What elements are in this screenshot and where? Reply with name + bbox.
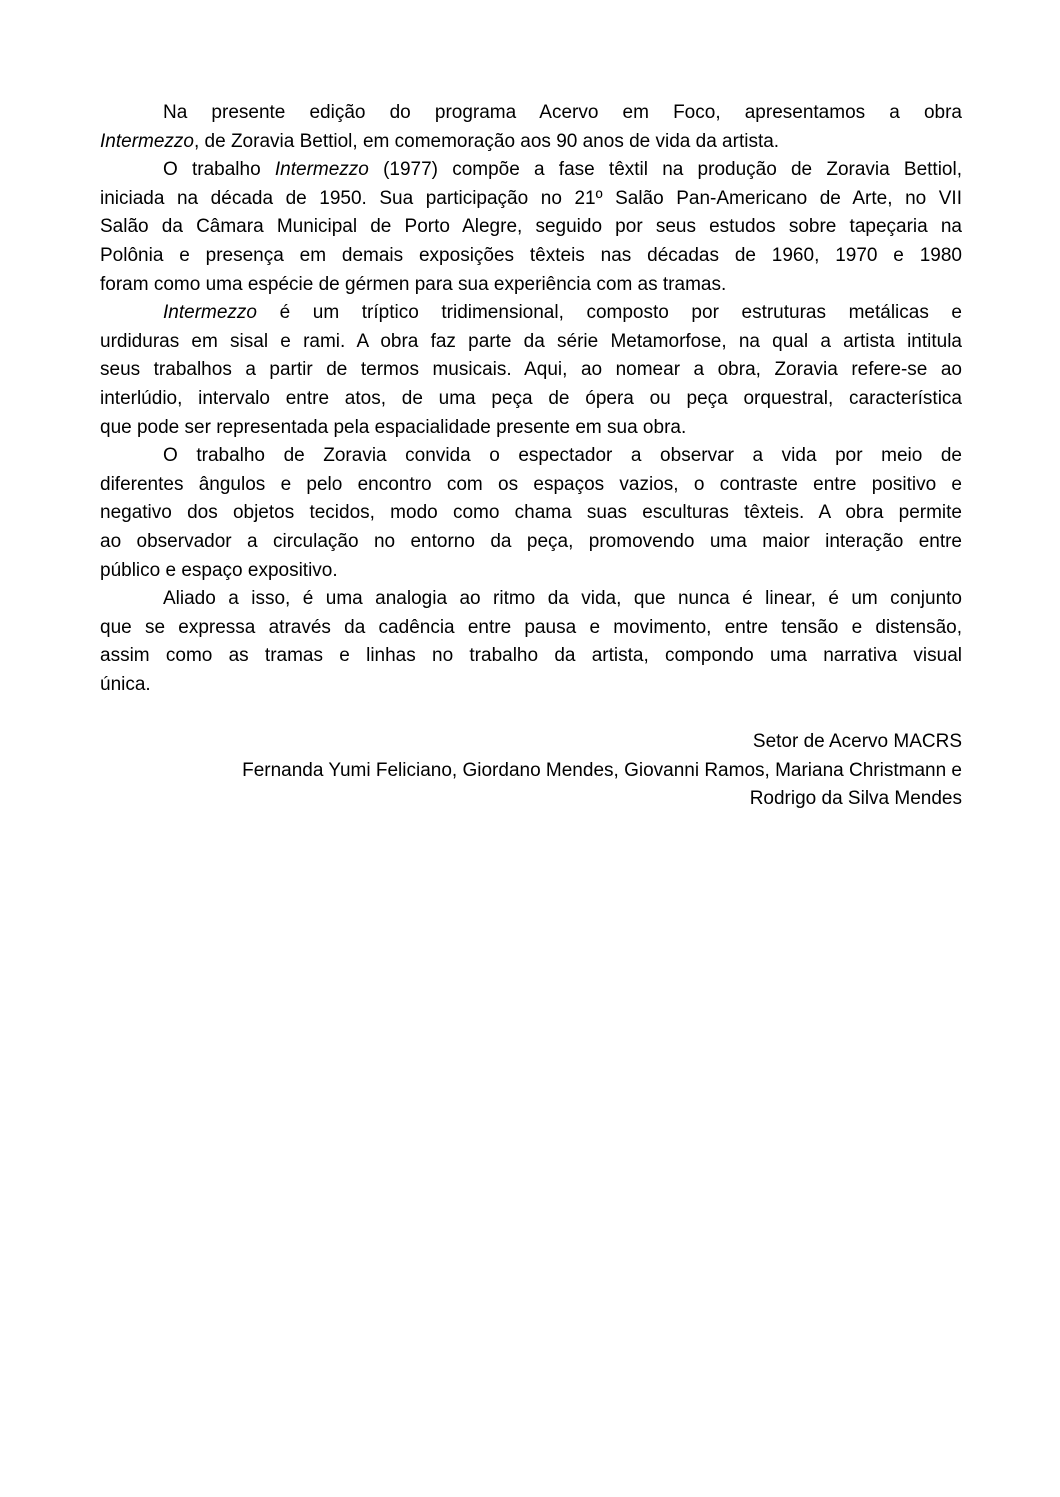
text-line xyxy=(100,356,962,385)
signature-line: Setor de Acervo MACRS xyxy=(752,731,962,753)
text-line xyxy=(100,442,962,471)
text-line xyxy=(100,414,962,443)
text-run: foram como uma espécie de gérmen para sua experiência com as tramas. xyxy=(100,273,727,295)
text-run: ao observador a circulação no entorno da peça, promovendo uma maior interação entre xyxy=(100,530,962,552)
text-line xyxy=(100,557,962,586)
paragraph xyxy=(100,99,962,156)
text-run: diferentes ângulos e pelo encontro com os espaços vazios, o contraste entre positivo e xyxy=(100,473,962,495)
text-run: Na presente edição do programa Acervo em Foco, apresentamos a obra xyxy=(163,102,962,123)
paragraph xyxy=(100,299,962,442)
text-run: O trabalho de Zoravia convida o espectador a observar a vida por meio de xyxy=(163,445,962,467)
text-line xyxy=(100,671,962,700)
text-line xyxy=(100,242,962,271)
text-run: que se expressa através da cadência entre pausa e movimento, entre tensão e distensão, xyxy=(100,616,962,638)
text-run: Salão da Câmara Municipal de Porto Alegre, seguido por seus estudos sobre tapeçaria na xyxy=(100,216,962,238)
text-line xyxy=(100,528,962,557)
text-line xyxy=(100,271,962,300)
text-line xyxy=(100,128,962,157)
text-line xyxy=(100,385,962,414)
text-run: Aliado a isso, é uma analogia ao ritmo da vida, que nunca é linear, é um conjunto xyxy=(163,588,962,610)
text-run: é um tríptico tridimensional, composto por estruturas metálicas e xyxy=(256,302,962,324)
paragraph xyxy=(100,156,962,299)
text-run: urdiduras em sisal e rami. A obra faz parte da série Metamorfose, na qual a artista intitula xyxy=(100,330,962,352)
signature-line: Rodrigo da Silva Mendes xyxy=(749,788,962,810)
text-run: negativo dos objetos tecidos, modo como chama suas esculturas têxteis. A obra permite xyxy=(100,502,962,524)
text-line xyxy=(100,185,962,214)
signature-block xyxy=(100,728,962,814)
italic-text-run: Intermezzo xyxy=(274,159,369,181)
italic-text-run: Intermezzo xyxy=(100,130,194,152)
text-line xyxy=(100,499,962,528)
paragraph xyxy=(100,442,962,585)
text-run: interlúdio, intervalo entre atos, de uma peça de ópera ou peça orquestral, característica xyxy=(100,387,962,409)
text-line xyxy=(100,471,962,500)
text-run: assim como as tramas e linhas no trabalho da artista, compondo uma narrativa visual xyxy=(100,645,962,667)
italic-text-run: Intermezzo xyxy=(163,302,257,324)
text-run: público e espaço expositivo. xyxy=(100,559,338,581)
text-run: Polônia e presença em demais exposições têxteis nas décadas de 1960, 1970 e 1980 xyxy=(100,244,962,266)
text-run: iniciada na década de 1950. Sua participação no 21º Salão Pan-Americano de Arte, no VII xyxy=(100,187,962,209)
document-body xyxy=(100,99,962,699)
text-run: única. xyxy=(100,673,151,695)
text-line xyxy=(100,585,962,614)
text-line xyxy=(100,156,962,185)
signature-line: Fernanda Yumi Feliciano, Giordano Mendes, Giovanni Ramos, Mariana Christmann e xyxy=(242,759,962,781)
paragraph xyxy=(100,585,962,699)
text-line xyxy=(100,299,962,328)
text-run: , de Zoravia Bettiol, em comemoração aos 90 anos de vida da artista. xyxy=(193,130,780,152)
text-line xyxy=(100,213,962,242)
text-line xyxy=(100,99,962,128)
text-line xyxy=(100,642,962,671)
text-line xyxy=(100,328,962,357)
text-run: (1977) compõe a fase têxtil na produção de Zoravia Bettiol, xyxy=(368,159,962,181)
text-run: seus trabalhos a partir de termos musicais. Aqui, ao nomear a obra, Zoravia refere-se ao xyxy=(100,359,962,381)
text-run: O trabalho xyxy=(163,159,275,181)
text-run: que pode ser representada pela espacialidade presente em sua obra. xyxy=(100,416,687,438)
text-line xyxy=(100,614,962,643)
